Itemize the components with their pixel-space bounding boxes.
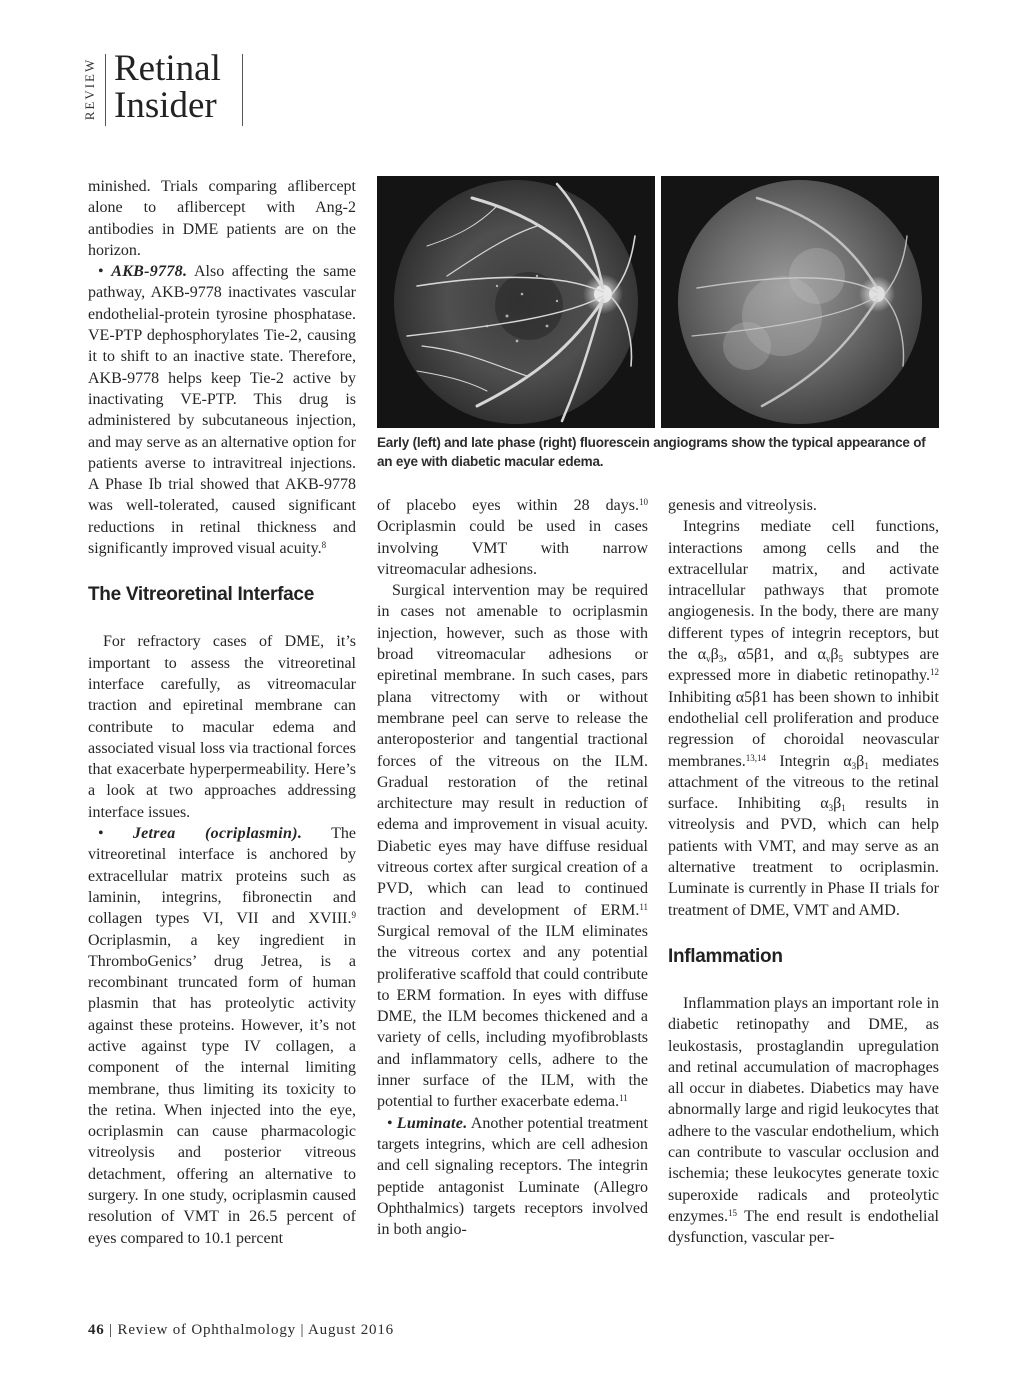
col3-sub2: 3 xyxy=(718,654,724,665)
figure-angiograms xyxy=(377,176,939,428)
jetrea-text-b: Ocriplasmin, a key ingredient in ThromboGenics’ drug Jetrea, is a recombinant truncated form of human plasmin that has proteolytic activity against these proteins. However, it’s not active against type IV collagen, a component of the internal limiting membrane, thus limiting its toxicity to the retina. When injected into the eye, ocriplasmin can cause pharmacologic vitreolysis and posterior vitreous detachment, offering an alternative to surgery. In one study, ocriplasmin caused resolution of VMT in 26.5 percent of eyes compared to 10.1 percent xyxy=(88,931,356,1247)
col2-paragraph-1 xyxy=(377,495,648,580)
col3-infl-a: Inflammation plays an important role in diabetic retinopathy and DME, as leukostasis, prostaglandin upregulation and retinal accumulation of macrophages all occur in diabetes. Diabetics may have abnormally large and rigid leukocytes that adhere to the vascular endothelium, which can contribute to vascular occlusion and ischemia; these leukocytes generate toxic superoxide radicals and proteolytic enzymes. xyxy=(668,994,940,1225)
luminate-text: Another potential treatment targets integrins, which are cell adhesion and cell signaling receptors. The integrin peptide antagonist Luminate (Allegro Ophthalmics) targets receptors involved in both angio- xyxy=(377,1114,648,1239)
masthead-rule-right xyxy=(242,54,243,126)
footer-sep-2: | xyxy=(300,1322,305,1338)
footer-journal: Review of Ophthalmology xyxy=(117,1322,296,1338)
col2-p1-a: of placebo eyes within 28 days. xyxy=(377,497,639,514)
jetrea-lead: Jetrea (ocriplasmin). xyxy=(132,825,303,843)
col3-sub8: 1 xyxy=(841,803,846,814)
masthead-title xyxy=(114,50,221,124)
luminate-lead: Luminate. xyxy=(396,1114,468,1132)
early-phase-angiogram xyxy=(394,180,638,424)
late-phase-angiogram xyxy=(678,180,922,424)
ref-9: 9 xyxy=(351,910,356,921)
ref-12: 12 xyxy=(930,667,939,678)
footer-sep-1: | xyxy=(109,1322,113,1338)
angiogram-images xyxy=(377,176,939,428)
col3-paragraph-integrins xyxy=(668,516,939,921)
masthead-title-line1: Retinal xyxy=(114,48,221,89)
col1-paragraph-1: minished. Trials comparing aflibercept alone to aflibercept with Ang-2 antibodies in DME patients are on the horizon. xyxy=(88,178,356,259)
ref-8: 8 xyxy=(321,540,327,551)
col3-sub1: v xyxy=(706,654,711,665)
masthead-review-text: REVIEW xyxy=(82,57,97,121)
col3-t1: Integrins mediate cell functions, interactions among cells and the extracellular matrix, and activate intracellular pathways that promote angiogenesis. In the body, there are many different types of integrin receptors, but the α xyxy=(668,518,939,664)
col2-paragraph-luminate: • Luminate. Another potential treatment targets integrins, which are cell adhesion and cell signaling receptors. The integrin peptide antagonist Luminate (Allegro Ophthalmics) targets receptors involved in both angio- xyxy=(377,1114,648,1239)
text-column-3 xyxy=(668,495,939,1249)
col2-p2-b: Surgical removal of the ILM eliminates the vitreous cortex and any potential proliferative scaffold that could contribute to ERM formation. In eyes with diffuse DME, the ILM becomes thickened and a variety of cells, including myofibroblasts and inflammatory cells, adhere to the inner surface of the ILM, with the potential to further exacerbate edema. xyxy=(377,922,648,1111)
col3-sub6: 1 xyxy=(864,760,869,771)
col3-sub4: 5 xyxy=(838,654,844,665)
col3-t8: β xyxy=(856,752,865,770)
col2-p1-b: Ocriplasmin could be used in cases involving VMT with narrow vitreomacular adhesions. xyxy=(377,518,648,578)
col3-t2: β xyxy=(710,646,719,664)
col3-sub3: v xyxy=(825,654,831,665)
akb-lead: AKB-9778. xyxy=(111,263,188,281)
col3-sub7: 3 xyxy=(828,803,834,814)
col1-paragraph-interface: For refractory cases of DME, it’s important to assess the vitreoretinal interface carefully, as vitreomacular traction and epiretinal membrane can contribute to macular edema and associated visual loss via tractional forces that exacerbate hyperpermeability. Here’s a look at two approaches addressing interface issues. xyxy=(88,633,356,821)
col3-t3: , α5β1, and α xyxy=(723,646,826,664)
jetrea-text-a: The vitreoretinal interface is anchored by extracellular matrix proteins such as laminin, integrins, fibronectin and collagen types VI, VII and XVIII. xyxy=(88,825,356,928)
ref-11b: 11 xyxy=(619,1093,628,1104)
col1-paragraph-akb: • AKB-9778. Also affecting the same pathway, AKB-9778 inactivates vascular endothelial-protein tyrosine phosphatase. VE-PTP dephosphorylates Tie-2, causing it to shift to an inactive state. Therefore, AKB-9778 helps keep Tie-2 active by inactivating VE-PTP. This drug is administered by subcutaneous injection, and may serve as an alternative option for patients averse to intravitreal injections. A Phase Ib trial showed that AKB-9778 was well-tolerated, caused significant reductions in retinal thickness and significantly improved visual acuity.$^8$ xyxy=(88,263,357,558)
col3-t4: β xyxy=(830,646,839,664)
heading-vitreoretinal-interface: The Vitreoretinal Interface xyxy=(88,584,314,606)
page-number: 46 xyxy=(88,1322,105,1338)
col1-paragraph-jetrea: • Jetrea (ocriplasmin). The vitreoretinal interface is anchored by extracellular matrix proteins such as laminin, integrins, fibronectin and collagen types VI, VII and XVIII.$^9$ Ocriplasmin, a key ingredient in ThromboGenics’ drug Jetrea, is a recombinant truncated form of human plasmin that has proteolytic activity against these proteins. However, it’s not active against type IV collagen, a component of the internal limiting membrane, thus limiting its toxicity to the retina. When injected into the eye, ocriplasmin can cause pharmacologic vitreolysis and posterior vitreous detachment, offering an alternative to surgery. In one study, ocriplasmin caused resolution of VMT in 26.5 percent of eyes compared to 10.1 percent xyxy=(88,825,356,1247)
masthead-rule-left xyxy=(105,54,106,126)
footer-date: August 2016 xyxy=(308,1322,394,1338)
masthead-title-line2: Insider xyxy=(114,85,217,126)
heading-inflammation: Inflammation xyxy=(668,945,783,967)
ref-11a: 11 xyxy=(639,901,648,912)
text-column-2 xyxy=(377,495,648,1240)
col3-paragraph-inflammation xyxy=(668,993,939,1249)
col3-t5: subtypes are expressed more in diabetic retinopathy. xyxy=(668,646,939,685)
col3-paragraph-1: genesis and vitreolysis. xyxy=(668,497,817,514)
col3-t11: results in vitreolysis and PVD, which can help patients with VMT, and may serve as an alternative treatment to ocriplasmin. Luminate is currently in Phase II trials for treatment of DME, VMT and AMD. xyxy=(668,795,939,919)
col3-t7: Integrin α xyxy=(766,752,852,770)
akb-text: Also affecting the same pathway, AKB-9778 inactivates vascular endothelial-protein tyrosine phosphatase. VE-PTP dephosphorylates Tie-2, causing it to shift to an inactive state. Therefore, AKB-9778 helps keep Tie-2 active by inactivating VE-PTP. This drug is administered by subcutaneous injection, and may serve as an alternative option for patients averse to intravitreal injections. A Phase Ib trial showed that AKB-9778 was well-tolerated, caused significant reductions in retinal thickness and significantly improved visual acuity. xyxy=(88,263,357,558)
ref-15: 15 xyxy=(727,1207,737,1218)
text-column-1 xyxy=(88,176,356,1249)
col2-p2-a: Surgical intervention may be required in cases not amenable to ocriplasmin injection, however, such as those with broad vitreomacular adhesions or epiretinal membrane. In such cases, pars plana vitrectomy with or without membrane peel can serve to release the anteroposterior and tangential tractional forces of the vitreous on the ILM. Gradual restoration of the retinal architecture may result in reduction of edema and improvement in visual acuity. Diabetic eyes may have diffuse residual vitreous cortex after surgical creation of a PVD, which can lead to continued traction and development of ERM. xyxy=(377,582,648,919)
masthead xyxy=(80,50,255,128)
col3-t9: mediates attachment of the vitreous to the retinal surface. Inhibiting α xyxy=(668,752,939,813)
col3-t6: Inhibiting α5β1 has been shown to inhibit endothelial cell proliferation and produce regression of choroidal neovascular membranes. xyxy=(668,688,939,770)
col3-infl-b: The end result is endothelial dysfunction, vascular per- xyxy=(668,1207,939,1247)
col3-t10: β xyxy=(833,795,842,813)
ref-13-14: 13,14 xyxy=(745,752,766,763)
figure-caption: Early (left) and late phase (right) fluorescein angiograms show the typical appearance of an eye with diabetic macular edema. xyxy=(377,435,926,469)
ref-10: 10 xyxy=(639,497,648,507)
page-footer xyxy=(88,1322,394,1339)
col3-sub5: 3 xyxy=(851,760,857,771)
col2-paragraph-surgical xyxy=(377,580,648,1112)
masthead-review-label xyxy=(80,50,100,128)
